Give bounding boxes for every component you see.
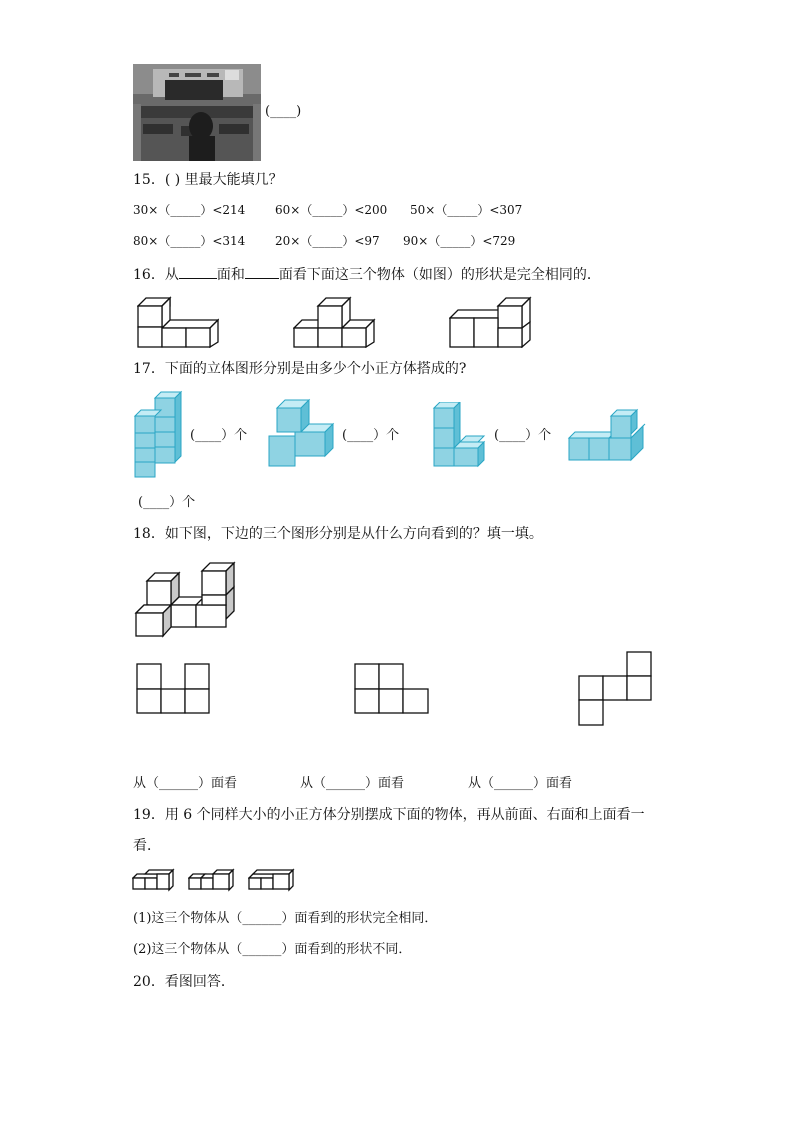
q19-object-3 [248,868,296,892]
q15-item[interactable]: 20×（_____）<97 [275,234,380,248]
q16-title [133,266,601,282]
q16-mid: 面和 [216,267,245,283]
q18-title: 18．如下图，下边的三个图形分别是从什么方向看到的？填一填。 [133,526,543,542]
q18-solid-figure [134,561,238,639]
q19-sub1[interactable]: (1)这三个物体从（______）面看到的形状完全相同． [133,911,438,926]
q19-object-1 [132,868,178,892]
q17-figure-1 [133,386,185,478]
q17-figure-4 [567,408,647,462]
q20-title: 20．看图回答． [133,974,235,990]
q17-figure-3 [432,402,488,468]
q17-title: 17．下面的立体图形分别是由多少个小正方体搭成的? [133,361,467,377]
q16-rest: 面看下面这三个物体（如图）的形状是完全相同的． [278,267,601,283]
q19-title-line2: 看． [133,838,161,854]
classroom-photo [133,64,261,161]
q17-figure-2 [267,398,337,470]
q17-answer-1[interactable]: (____）个 [190,428,248,443]
q16-prefix: 16．从 [133,267,179,283]
q18-label-2[interactable]: 从（______）面看 [300,776,405,791]
q15-item[interactable]: 90×（_____）<729 [403,234,516,248]
q15-item[interactable]: 30×（_____）<214 [133,203,246,217]
q15-item[interactable]: 50×（_____）<307 [410,203,523,217]
q16-blank-1[interactable] [179,266,217,279]
q19-sub2[interactable]: (2)这三个物体从（______）面看到的形状不同． [133,942,412,957]
q17-answer-2[interactable]: (____）个 [342,428,400,443]
q19-title-line1: 19．用 6 个同样大小的小正方体分别摆成下面的物体，再从前面、右面和上面看一 [133,807,645,823]
q16-figure-3 [449,294,537,348]
q17-answer-4[interactable]: (____）个 [138,495,196,510]
q16-blank-2[interactable] [245,266,279,279]
q17-answer-3[interactable]: (____）个 [494,428,552,443]
q16-figure-1 [137,294,219,348]
q18-label-3[interactable]: 从（______）面看 [468,776,573,791]
q18-view-1 [136,663,212,715]
q19-object-2 [188,868,236,892]
q15-item[interactable]: 80×（_____）<314 [133,234,246,248]
q18-label-1[interactable]: 从（______）面看 [133,776,238,791]
q18-view-2 [354,663,432,715]
q16-figure-2 [293,294,377,348]
photo-answer-blank[interactable]: (____) [265,104,302,119]
q15-item[interactable]: 60×（_____）<200 [275,203,388,217]
q15-title: 15．( ) 里最大能填几？ [133,172,283,188]
q18-view-3 [577,651,655,727]
